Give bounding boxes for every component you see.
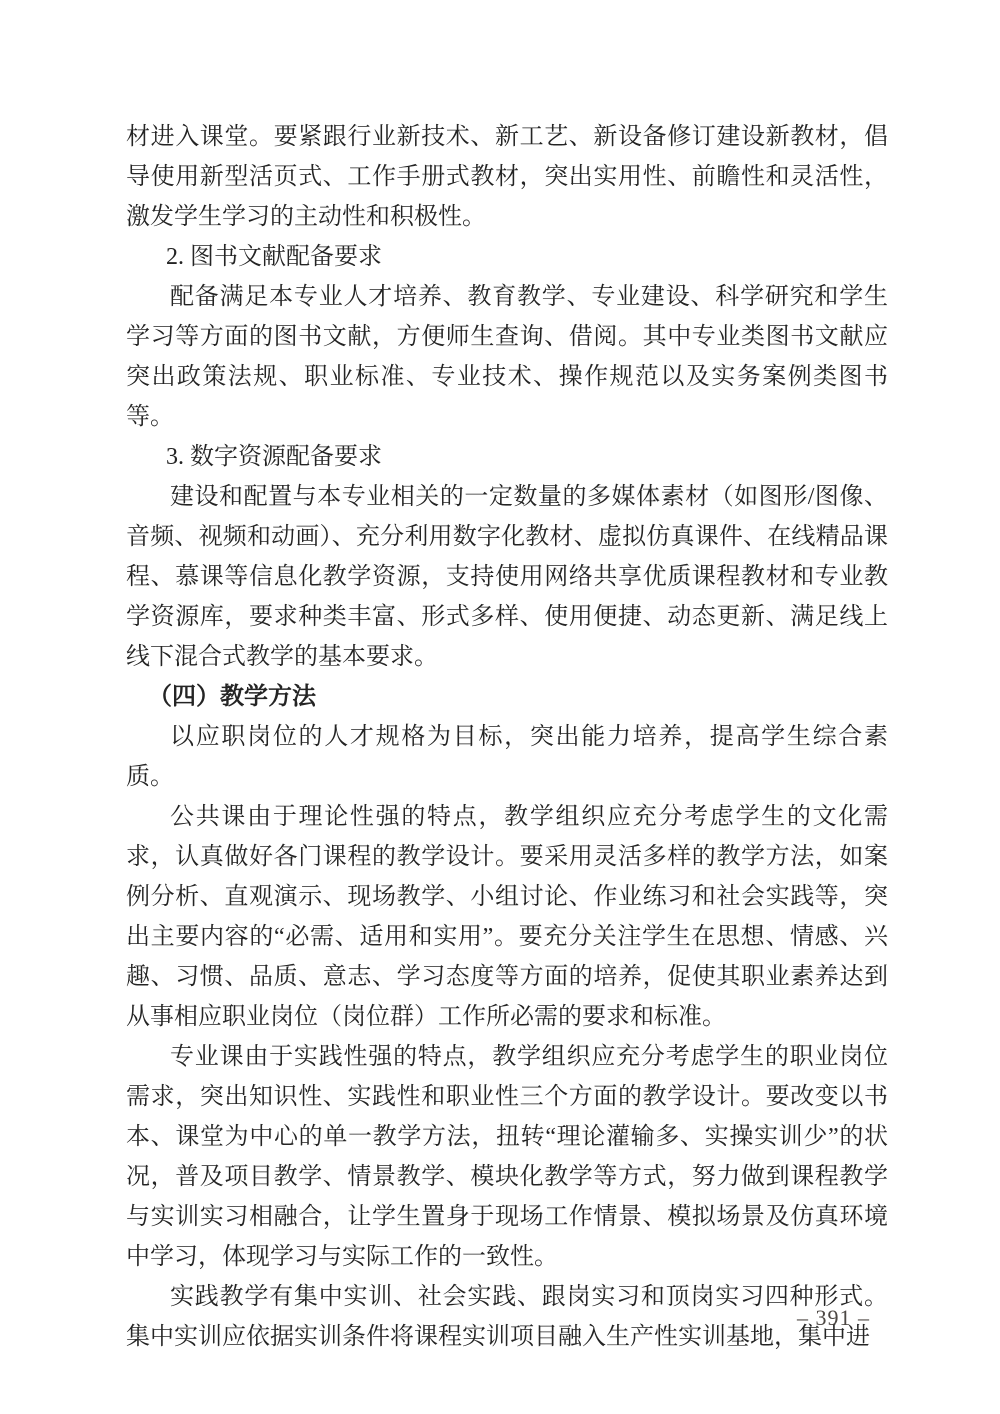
numbered-item-heading: 2. 图书文献配备要求 xyxy=(166,244,382,270)
page-number: – 391 – xyxy=(797,1305,870,1330)
numbered-item-heading: 3. 数字资源配备要求 xyxy=(166,444,382,470)
paragraph: 配备满足本专业人才培养、教育教学、专业建设、科学研究和学生学习等方面的图书文献，方便师生查询、借阅。其中专业类图书文献应突出政策法规、职业标准、专业技术、操作规范以及实务案例类图书等。 xyxy=(126,284,888,430)
paragraph: 以应职岗位的人才规格为目标，突出能力培养，提高学生综合素质。 xyxy=(126,724,888,790)
paragraph: 实践教学有集中实训、社会实践、跟岗实习和顶岗实习四种形式。集中实训应依据实训条件将课程实训项目融入生产性实训基地，集中进 xyxy=(126,1284,888,1350)
section-heading: （四）教学方法 xyxy=(148,684,316,710)
paragraph: 建设和配置与本专业相关的一定数量的多媒体素材（如图形/图像、音频、视频和动画）、充分利用数字化教材、虚拟仿真课件、在线精品课程、慕课等信息化教学资源，支持使用网络共享优质课程教材和专业教学资源库，要求种类丰富、形式多样、使用便捷、动态更新、满足线上线下混合式教学的基本要求。 xyxy=(126,484,888,670)
paragraph: 专业课由于实践性强的特点，教学组织应充分考虑学生的职业岗位需求，突出知识性、实践性和职业性三个方面的教学设计。要改变以书本、课堂为中心的单一教学方法，扭转“理论灌输多、实操实训少”的状况，普及项目教学、情景教学、模块化教学等方式，努力做到课程教学与实训实习相融合，让学生置身于现场工作情景、模拟场景及仿真环境中学习，体现学习与实际工作的一致性。 xyxy=(126,1044,888,1270)
document-content xyxy=(126,117,888,1357)
paragraph: 公共课由于理论性强的特点，教学组织应充分考虑学生的文化需求，认真做好各门课程的教学设计。要采用灵活多样的教学方法，如案例分析、直观演示、现场教学、小组讨论、作业练习和社会实践等，突出主要内容的“必需、适用和实用”。要充分关注学生在思想、情感、兴趣、习惯、品质、意志、学习态度等方面的培养，促使其职业素养达到从事相应职业岗位（岗位群）工作所必需的要求和标准。 xyxy=(126,804,888,1030)
paragraph: 材进入课堂。要紧跟行业新技术、新工艺、新设备修订建设新教材，倡导使用新型活页式、工作手册式教材，突出实用性、前瞻性和灵活性，激发学生学习的主动性和积极性。 xyxy=(126,124,888,230)
page-footer xyxy=(797,1303,870,1333)
